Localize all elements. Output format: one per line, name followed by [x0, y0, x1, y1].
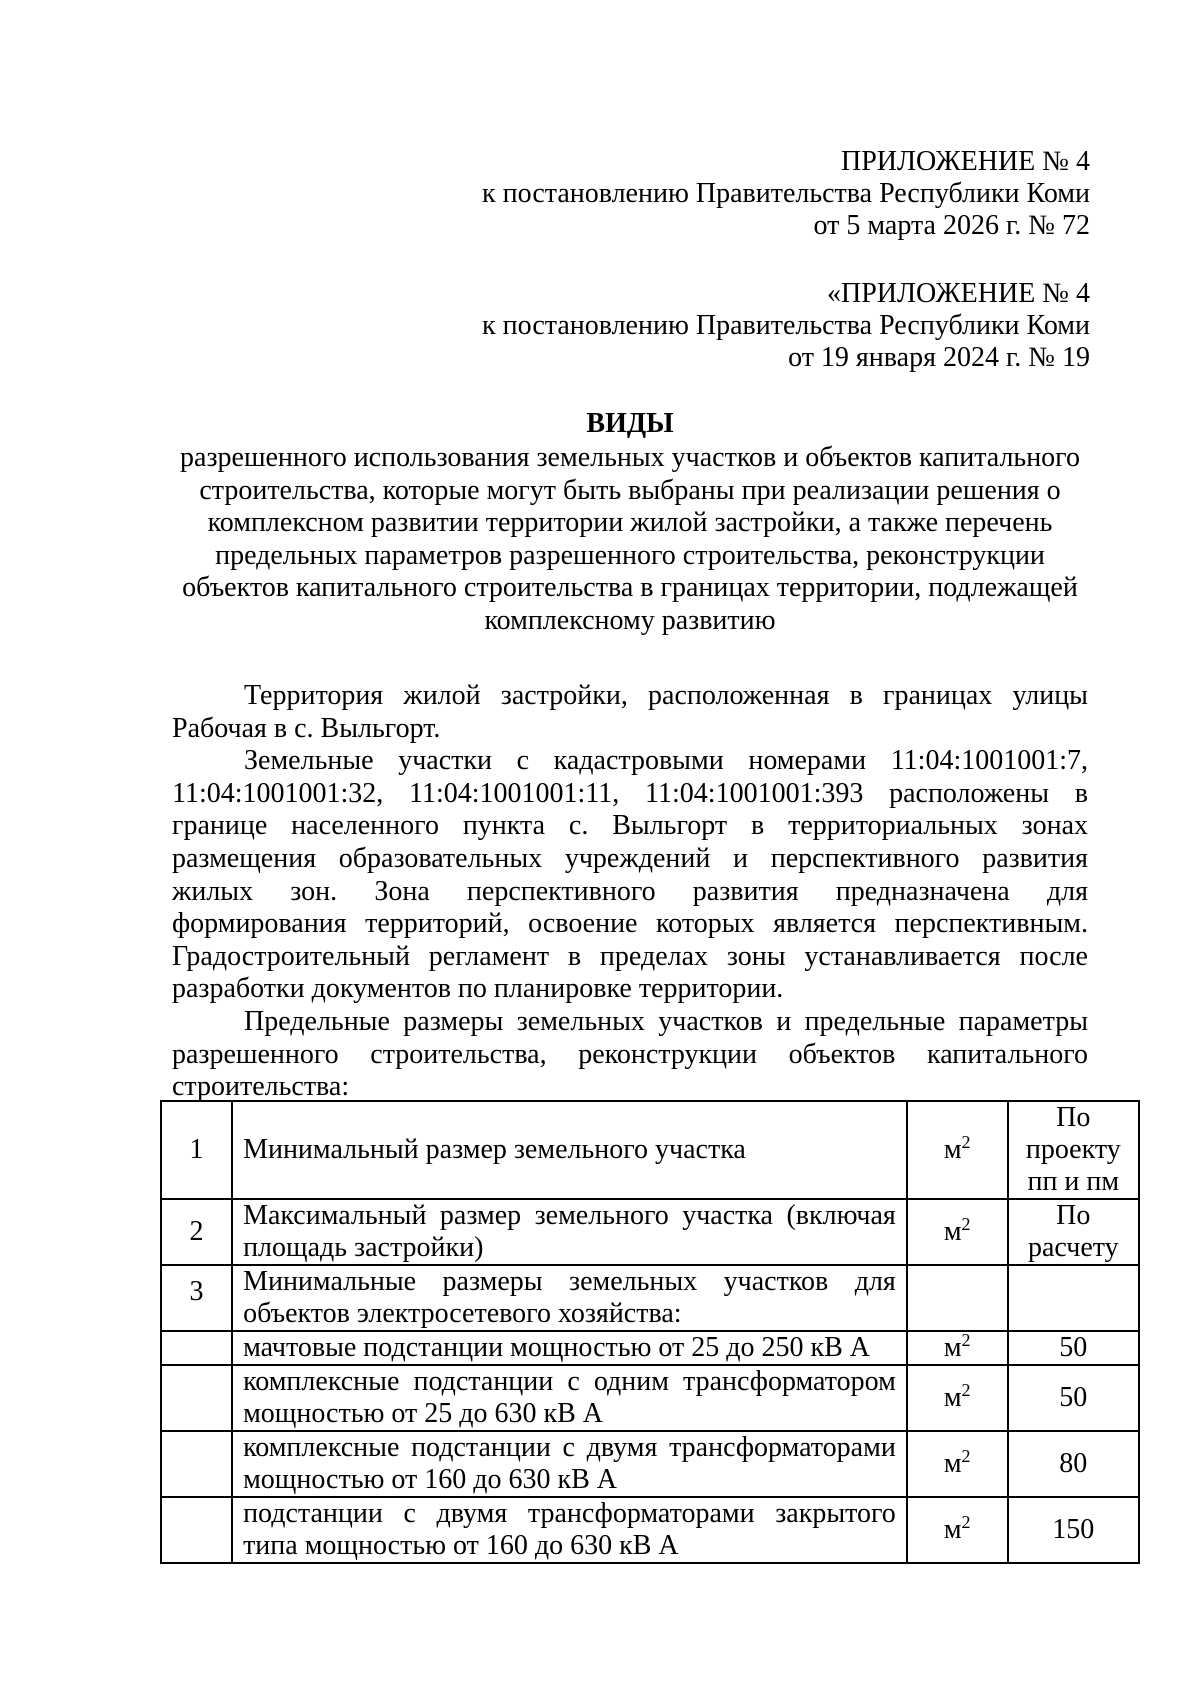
appendix-title: ПРИЛОЖЕНИЕ № 4 — [841, 146, 1090, 177]
appendix-reference: к постановлению Правительства Республики Коми — [482, 178, 1090, 209]
row-value: 50 — [1008, 1331, 1139, 1365]
row-unit: $м^2$ — [907, 1331, 1008, 1365]
table-row — [161, 1431, 1139, 1497]
paragraph-land-plots: Земельные участки с кадастровыми номерами 11:04:1001001:7, 11:04:1001001:32, 11:04:1001001:11, 11:04:1001001:393 расположены в границе населенного пункта с. Выльгорт в территориальных зонах размещения образовательных учреждений и перспективного развития жилых зон. Зона перспективного развития предназначена для формирования территорий, освоение которых является перспективным. Градостроительный регламент в пределах зоны устанавливается после разработки документов по планировке территории. — [172, 745, 1088, 1005]
row-value: 50 — [1008, 1365, 1139, 1431]
document-title: ВИДЫ — [586, 408, 674, 439]
row-number — [161, 1331, 232, 1365]
row-description: подстанции с двумя трансформаторами закрытого типа мощностью от 160 до 630 кВ А — [232, 1497, 907, 1563]
row-number: 3 — [161, 1265, 232, 1331]
row-value: 150 — [1008, 1497, 1139, 1563]
parameters-table — [160, 1100, 1140, 1564]
original-appendix-date: от 19 января 2024 г. № 19 — [788, 342, 1090, 373]
table-row — [161, 1265, 1139, 1331]
table-row — [161, 1365, 1139, 1431]
table-row — [161, 1199, 1139, 1265]
row-number: 1 — [161, 1101, 232, 1199]
row-value: 80 — [1008, 1431, 1139, 1497]
row-number — [161, 1431, 232, 1497]
row-description: комплексные подстанции с двумя трансформаторами мощностью от 160 до 630 кВ А — [232, 1431, 907, 1497]
row-number — [161, 1365, 232, 1431]
row-unit: $м^2$ — [907, 1199, 1008, 1265]
paragraph-limits-intro: Предельные размеры земельных участков и предельные параметры разрешенного строительства, реконструкции объектов капитального строительства: — [172, 1005, 1088, 1103]
row-number — [161, 1497, 232, 1563]
row-description: Минимальный размер земельного участка — [232, 1101, 907, 1199]
original-appendix-reference: к постановлению Правительства Республики Коми — [482, 310, 1090, 341]
row-description: комплексные подстанции с одним трансформатором мощностью от 25 до 630 кВ А — [232, 1365, 907, 1431]
original-appendix-header — [482, 278, 1090, 374]
original-appendix-title: «ПРИЛОЖЕНИЕ № 4 — [827, 278, 1090, 309]
row-description: мачтовые подстанции мощностью от 25 до 250 кВ А — [232, 1331, 907, 1365]
appendix-date: от 5 марта 2026 г. № 72 — [813, 210, 1090, 241]
document-subtitle: разрешенного использования земельных участков и объектов капитального строительства, которые могут быть выбраны при реализации решения о комплексном развитии территории жилой застройки, а также перечень предельных параметров разрешенного строительства, реконструкции объектов капитального строительства в границах территории, подлежащей комплексному развитию — [180, 442, 1080, 636]
paragraph-territory: Территория жилой застройки, расположенная в границах улицы Рабочая в с. Выльгорт. — [172, 680, 1088, 744]
row-value: По расчету — [1008, 1199, 1139, 1265]
table-row — [161, 1331, 1139, 1365]
row-unit: $м^2$ — [907, 1497, 1008, 1563]
table-row — [161, 1497, 1139, 1563]
row-description: Максимальный размер земельного участка (включая площадь застройки) — [232, 1199, 907, 1265]
row-unit: $м^2$ — [907, 1431, 1008, 1497]
row-value: По проекту пп и пм — [1008, 1101, 1139, 1199]
row-description: Минимальные размеры земельных участков для объектов электросетевого хозяйства: — [232, 1265, 907, 1331]
row-unit: $м^2$ — [907, 1101, 1008, 1199]
row-unit-empty — [907, 1265, 1008, 1331]
appendix-header — [482, 146, 1090, 242]
row-unit: $м^2$ — [907, 1365, 1008, 1431]
table-row — [161, 1101, 1139, 1199]
row-number: 2 — [161, 1199, 232, 1265]
row-value — [1008, 1265, 1139, 1331]
body-text — [172, 680, 1088, 1104]
